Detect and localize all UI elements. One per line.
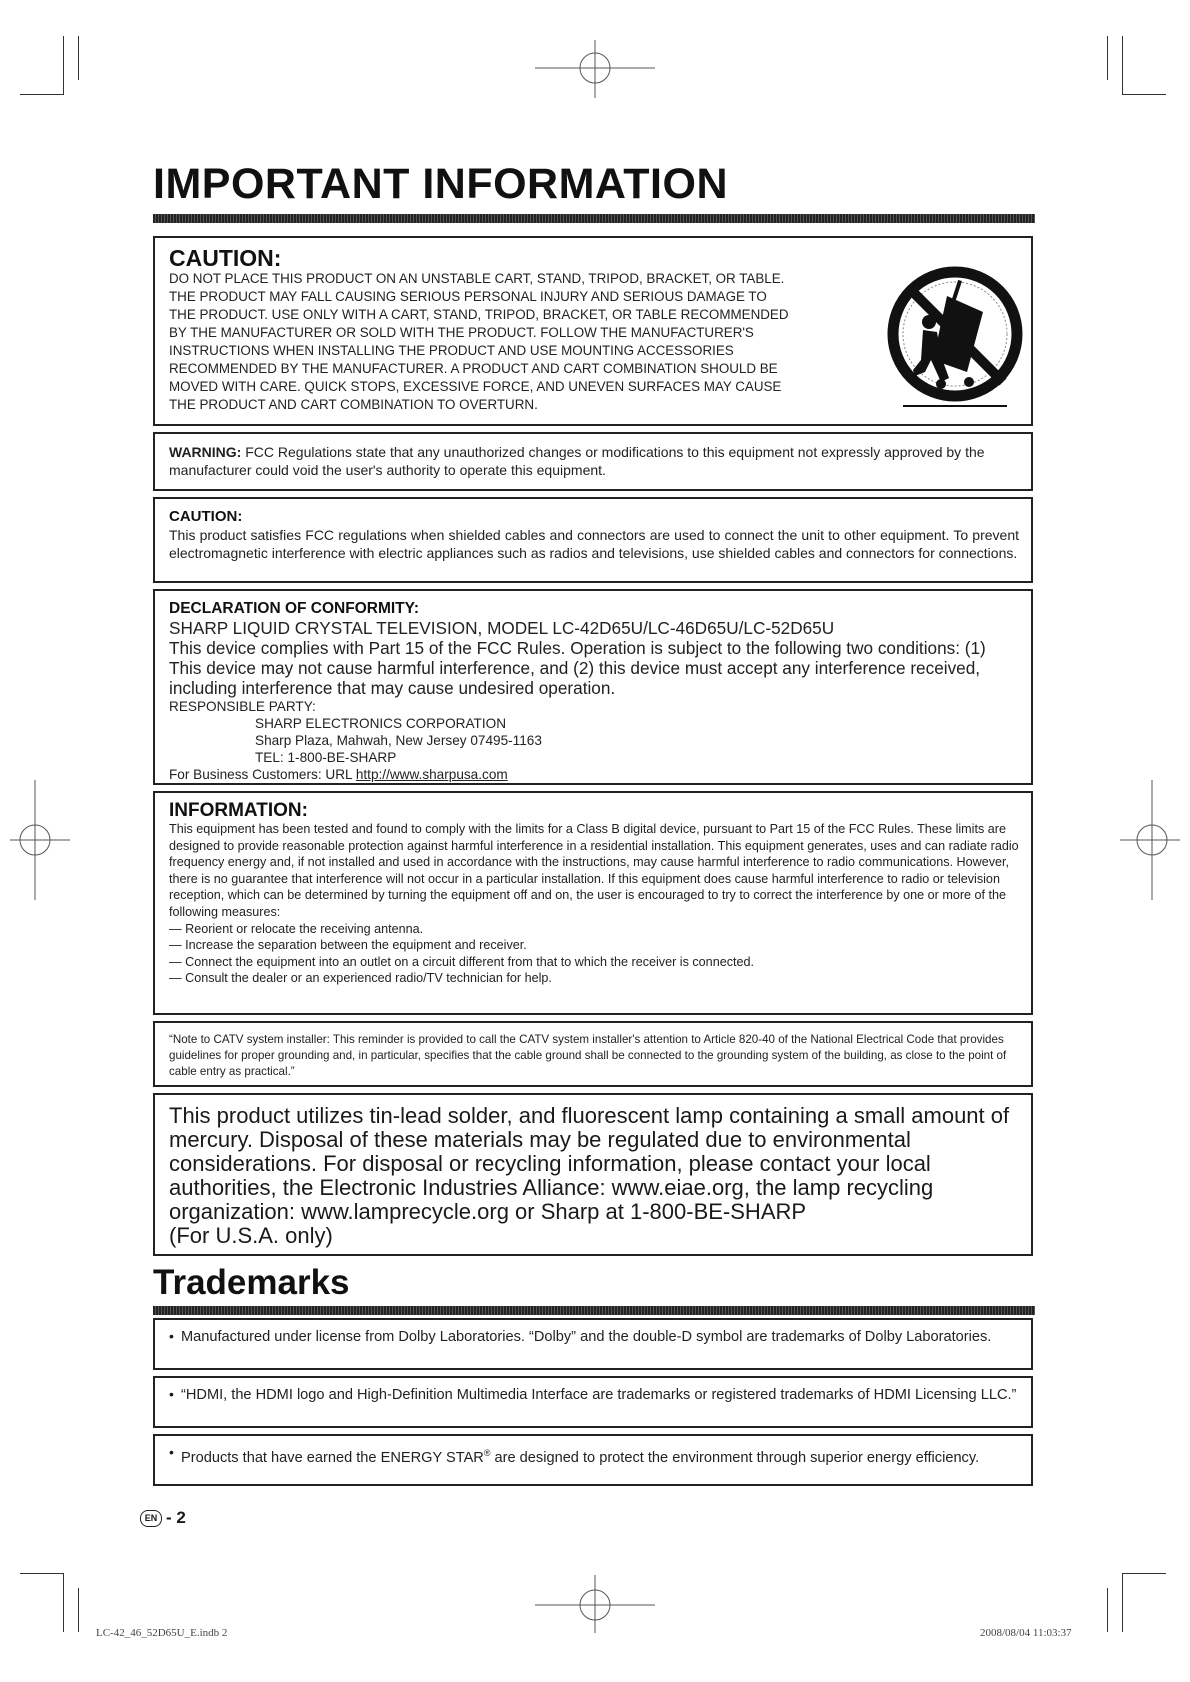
compliance-text: This device complies with Part 15 of the FCC Rules. Operation is subject to the following two conditions: (1) This device may not cause harmful interference, and (2) this device must accept any interference received, including interference that may cause undesired operation. [169, 638, 986, 698]
mercury-region: (For U.S.A. only) [169, 1223, 333, 1248]
company-tel: TEL: 1-800-BE-SHARP [255, 750, 397, 765]
caution-line: RECOMMENDED BY THE MANUFACTURER. A PRODUCT AND CART COMBINATION SHOULD BE [169, 361, 778, 376]
print-file-slug: LC-42_46_52D65U_E.indb 2 [96, 1627, 228, 1639]
catv-note-text: “Note to CATV system installer: This reminder is provided to call the CATV system installer's attention to Article 820-40 of the National Electrical Code that provides guidelines for proper grounding and, in particular, specifies that the cable ground shall be connected to the grounding system of the building, as close to the point of cable entry as practical.” [169, 1033, 1007, 1078]
trademark-energystar-text [169, 1444, 1019, 1467]
caution-line: INSTRUCTIONS WHEN INSTALLING THE PRODUCT AND USE MOUNTING ACCESSORIES [169, 343, 734, 358]
crop-mark [1122, 94, 1166, 95]
bullet-icon: • [169, 1386, 174, 1402]
caution-line: BY THE MANUFACTURER OR SOLD WITH THE PRODUCT. FOLLOW THE MANUFACTURER'S [169, 325, 754, 340]
trademark-dolby-text: Manufactured under license from Dolby Laboratories. “Dolby” and the double-D symbol are trademarks of Dolby Laboratories. [181, 1329, 992, 1345]
page-number-text: - 2 [166, 1508, 186, 1527]
sharp-url-link[interactable]: http://www.sharpusa.com [355, 767, 508, 782]
business-url-prefix: For Business Customers: URL [169, 767, 356, 782]
bullet-icon: • [169, 1444, 174, 1460]
registration-mark-icon [10, 780, 70, 900]
caution-cart-text [169, 270, 851, 414]
measure-item: — Increase the separation between the equipment and receiver. [169, 938, 527, 953]
trademark-item [153, 1376, 1033, 1428]
crop-mark [78, 36, 79, 80]
mercury-text: This product utilizes tin-lead solder, and fluorescent lamp containing a small amount of mercury. Disposal of these materials may be regulated due to environmental considerations. For disposal or recycling information, please contact your local authorities, the Electronic Industries Alliance: www.eiae.org, the lamp recycling organization: www.lamprecycle.org or Sharp at 1-800-BE-SHARP [169, 1103, 1010, 1224]
trademarks-rule [153, 1306, 1035, 1315]
caution-line: THE PRODUCT. USE ONLY WITH A CART, STAND, TRIPOD, BRACKET, OR TABLE RECOMMENDED [169, 307, 789, 322]
trademarks-title: Trademarks [153, 1263, 350, 1302]
crop-mark [63, 1573, 64, 1632]
catv-note-box [153, 1021, 1033, 1087]
caution-line: DO NOT PLACE THIS PRODUCT ON AN UNSTABLE CART, STAND, TRIPOD, BRACKET, OR TABLE. [169, 271, 785, 286]
caution-line: THE PRODUCT MAY FALL CAUSING SERIOUS PERSONAL INJURY AND SERIOUS DAMAGE TO [169, 289, 767, 304]
crop-mark [1122, 36, 1123, 95]
information-box [153, 791, 1033, 1015]
crop-mark [78, 1588, 79, 1632]
mercury-box [153, 1093, 1033, 1256]
business-url-line [169, 766, 1019, 783]
registration-mark-icon [535, 1575, 655, 1635]
registered-mark: ® [483, 1448, 491, 1458]
crop-mark [63, 36, 64, 95]
print-date-slug: 2008/08/04 11:03:37 [980, 1627, 1072, 1639]
title-rule [153, 214, 1035, 223]
trademark-hdmi-text: “HDMI, the HDMI logo and High-Definition Multimedia Interface are trademarks or registered trademarks of HDMI Licensing LLC.” [181, 1387, 1017, 1403]
warning-box [153, 432, 1033, 491]
caution-line: THE PRODUCT AND CART COMBINATION TO OVERTURN. [169, 397, 538, 412]
information-text: This equipment has been tested and found to comply with the limits for a Class B digital device, pursuant to Part 15 of the FCC Rules. These limits are designed to provide reasonable protection against harmful interference in a residential installation. This equipment generates, uses and can radiate radio frequency energy and, if not installed and used in accordance with the instructions, may cause harmful interference to radio communications. However, there is no guarantee that interference will not occur in a particular installation. If this equipment does cause harmful interference to radio or television reception, which can be determined by turning the equipment off and on, the user is encouraged to try to correct the interference by one or more of the following measures: [169, 822, 1019, 919]
warning-body: FCC Regulations state that any unauthorized changes or modifications to this equipment not expressly approved by the manufacturer could void the user's authority to operate this equipment. [169, 444, 985, 478]
declaration-box [153, 589, 1033, 785]
language-badge: EN [140, 1510, 162, 1527]
page-number [140, 1508, 186, 1528]
crop-mark [1122, 1573, 1166, 1574]
registration-mark-icon [1120, 780, 1180, 900]
declaration-heading: DECLARATION OF CONFORMITY: [169, 600, 419, 617]
measure-item: — Consult the dealer or an experienced radio/TV technician for help. [169, 971, 552, 986]
page-title: IMPORTANT INFORMATION [153, 160, 729, 208]
measure-item: — Reorient or relocate the receiving antenna. [169, 921, 424, 936]
trademark-item [153, 1434, 1033, 1486]
company-address: Sharp Plaza, Mahwah, New Jersey 07495-1163 [255, 733, 542, 748]
caution-line: MOVED WITH CARE. QUICK STOPS, EXCESSIVE FORCE, AND UNEVEN SURFACES MAY CAUSE [169, 379, 782, 394]
bullet-icon: • [169, 1328, 174, 1344]
crop-mark [1107, 1588, 1108, 1632]
caution-cart-box [153, 236, 1033, 426]
warning-text [169, 443, 1019, 479]
registration-mark-icon [535, 40, 655, 100]
crop-mark [1107, 36, 1108, 80]
company-name: SHARP ELECTRONICS CORPORATION [255, 716, 507, 731]
information-heading: INFORMATION: [169, 800, 308, 821]
warning-label: WARNING: [169, 444, 242, 460]
crop-mark [20, 94, 64, 95]
caution-heading: CAUTION: [169, 245, 282, 271]
energystar-post: are designed to protect the environment through superior energy efficiency. [490, 1449, 980, 1466]
caution-cables-text: This product satisfies FCC regulations when shielded cables and connectors are used to connect the unit to other equipment. To prevent electromagnetic interference with electric appliances such as radios and televisions, use shielded cables and connectors for connections. [169, 527, 1019, 561]
crop-mark [20, 1573, 64, 1574]
trademark-item [153, 1318, 1033, 1370]
measure-item: — Connect the equipment into an outlet on a circuit different from that to which the receiver is connected. [169, 954, 755, 969]
responsible-party-label: RESPONSIBLE PARTY: [169, 699, 316, 714]
caution-heading: CAUTION: [169, 508, 243, 525]
crop-mark [1122, 1573, 1123, 1632]
energystar-pre: Products that have earned the ENERGY STAR [181, 1449, 484, 1466]
cart-tipover-warning-icon [885, 260, 1025, 415]
caution-cables-box [153, 497, 1033, 583]
model-line: SHARP LIQUID CRYSTAL TELEVISION, MODEL LC-42D65U/LC-46D65U/LC-52D65U [169, 618, 835, 638]
